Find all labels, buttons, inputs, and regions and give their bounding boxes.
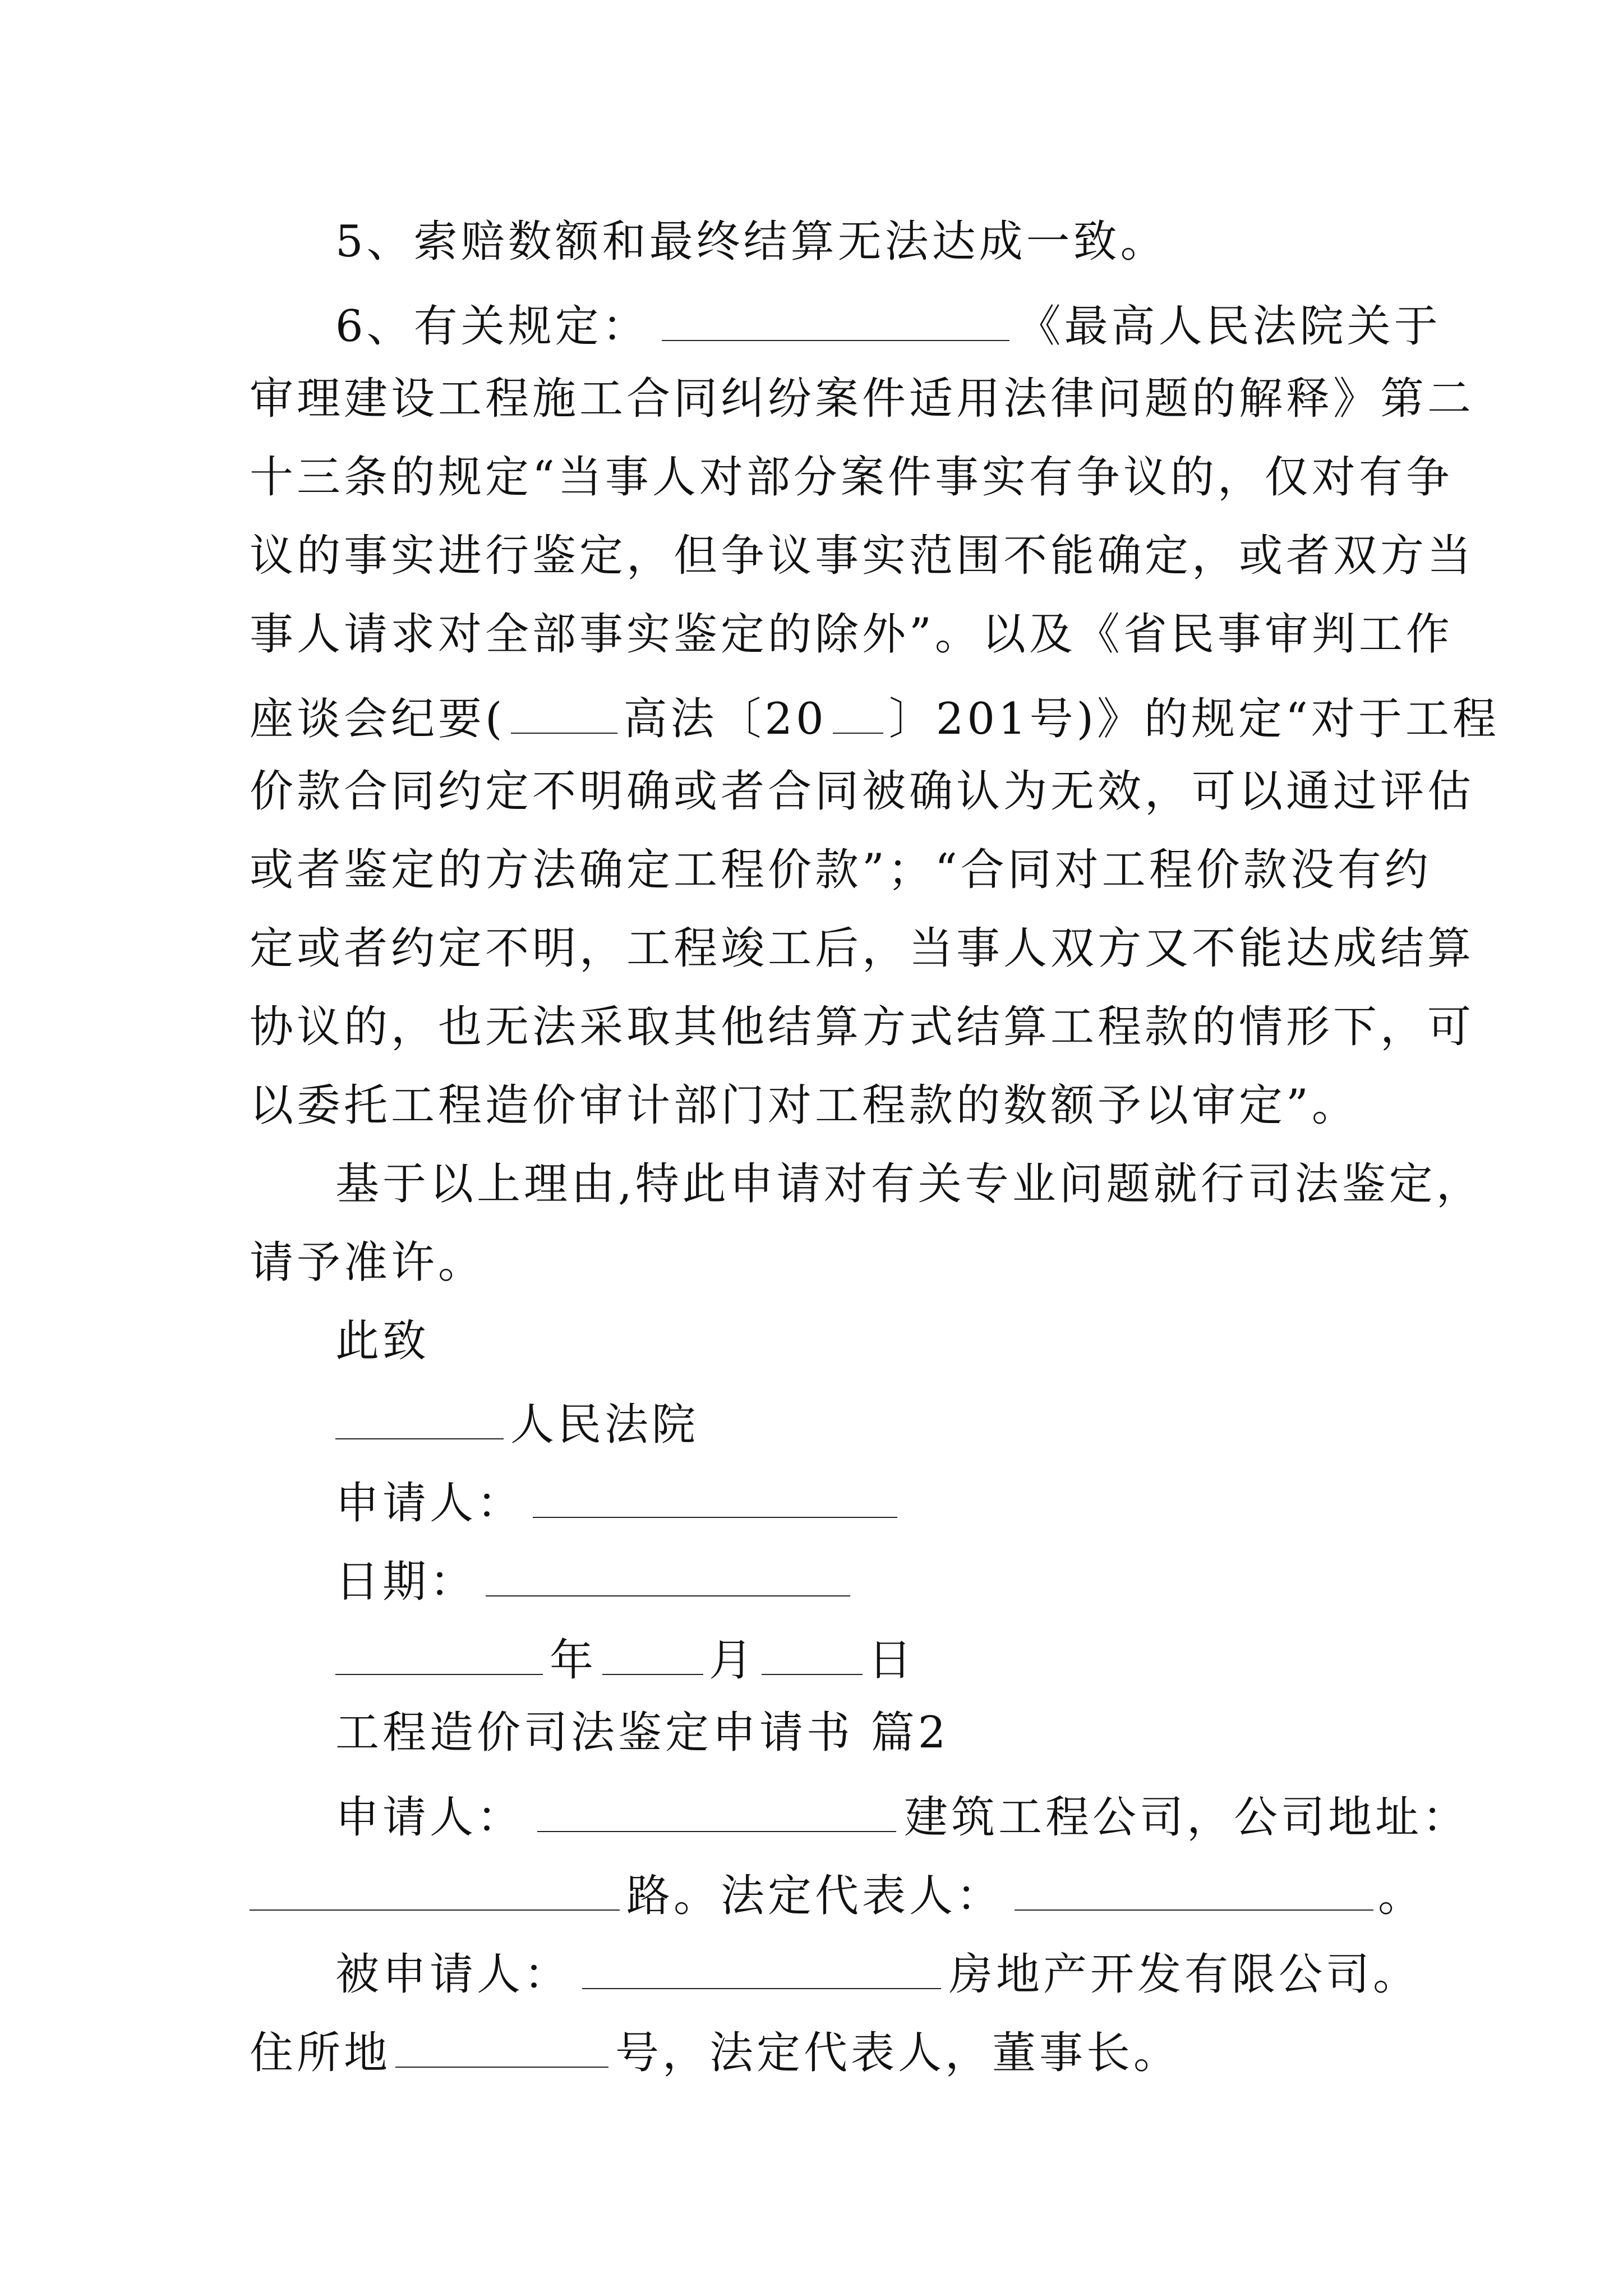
text-segment: 住所地 [250,2028,391,2079]
text-segment: 以委托工程造价审计部门对工程款的数额予以审定”。 [250,1080,1359,1131]
text-segment: 〕201号)》的规定“对于工程 [888,694,1500,745]
text-segment: 此致 [335,1316,430,1366]
text-segment: 定或者约定不明，工程竣工后，当事人双方又不能达成结算 [250,923,1475,974]
fill-blank [250,1868,620,1911]
text-segment: 基于以上理由,特此申请对有关专业问题就行司法鉴定， [335,1159,1483,1209]
text-segment: 路。法定代表人： [626,1871,1004,1922]
fill-blank [511,691,617,734]
paragraph-line [250,609,1453,660]
paragraph-line [250,452,1453,503]
paragraph-line [250,923,1475,974]
fill-blank [1015,1868,1373,1911]
paragraph-line [250,1237,486,1288]
fill-blank [602,1632,703,1675]
text-segment: 。 [1378,1871,1426,1922]
ymd-line [335,1632,916,1686]
fill-blank [533,1475,897,1518]
fill-blank [335,1632,543,1675]
paragraph-line [250,1002,1475,1052]
text-segment: 日 [868,1635,916,1686]
paragraph-line [335,1159,1483,1209]
text-segment: 被申请人： [335,1949,571,2000]
fill-blank [395,2025,608,2068]
text-segment: 5、索赔数额和最终结算无法达成一致。 [335,217,1168,267]
paragraph-line [250,1868,1426,1922]
text-segment: 高法〔20 [623,694,827,745]
text-segment: 申请人： [335,1792,524,1843]
paragraph-line [335,1789,1470,1843]
text-segment: 建筑工程公司，公司地址： [904,1792,1470,1843]
text-segment: 6、有关规定： [335,301,649,352]
salutation [335,1316,430,1366]
fill-blank [662,298,1009,341]
fill-blank [537,1789,896,1832]
paragraph-line [250,2025,1181,2079]
court-line [335,1397,699,1451]
section-heading [335,1708,949,1758]
text-segment: 事人请求对全部事实鉴定的除外”。以及《省民事审判工作 [250,609,1453,660]
text-segment: 年 [550,1635,597,1686]
text-segment: 房地产开发有限公司。 [949,1949,1421,2000]
fill-blank [582,1947,941,1989]
text-segment: 议的事实进行鉴定，但争议事实范围不能确定，或者双方当 [250,531,1475,581]
text-segment: 请予准许。 [250,1237,486,1288]
text-segment: 人民法院 [510,1400,699,1451]
fill-blank [335,1397,504,1439]
fill-blank [486,1554,850,1596]
text-segment: 审理建设工程施工合同纠纷案件适用法律问题的解释》第二 [250,374,1475,424]
paragraph-line [250,845,1432,895]
text-segment: 价款合同约定不明确或者合同被确认为无效，可以通过评估 [250,766,1475,817]
text-segment: 座谈会纪要( [250,694,506,745]
applicant-signature-line [335,1475,897,1529]
text-segment: 协议的，也无法采取其他结算方式结算工程款的情形下，可 [250,1002,1475,1052]
item-5-line [335,217,1168,267]
text-segment: 十三条的规定“当事人对部分案件事实有争议的，仅对有争 [250,452,1453,503]
item-6-line [335,298,1441,352]
fill-blank [762,1632,863,1675]
fill-blank [833,691,883,734]
text-segment: 申请人： [335,1478,524,1529]
text-segment: 或者鉴定的方法确定工程价款”；“合同对工程价款没有约 [250,845,1432,895]
paragraph-line [250,1080,1359,1131]
text-segment: 日期： [335,1557,477,1608]
text-segment: 《最高人民法院关于 [1017,301,1441,352]
text-segment: 月 [709,1635,757,1686]
paragraph-line [250,531,1475,581]
paragraph-line [335,1947,1421,2000]
paragraph-line [250,374,1475,424]
text-segment: 工程造价司法鉴定申请书 篇2 [335,1708,949,1758]
paragraph-line [250,691,1500,745]
paragraph-line [250,766,1475,817]
date-line [335,1554,850,1608]
text-segment: 号，法定代表人，董事长。 [615,2028,1181,2079]
